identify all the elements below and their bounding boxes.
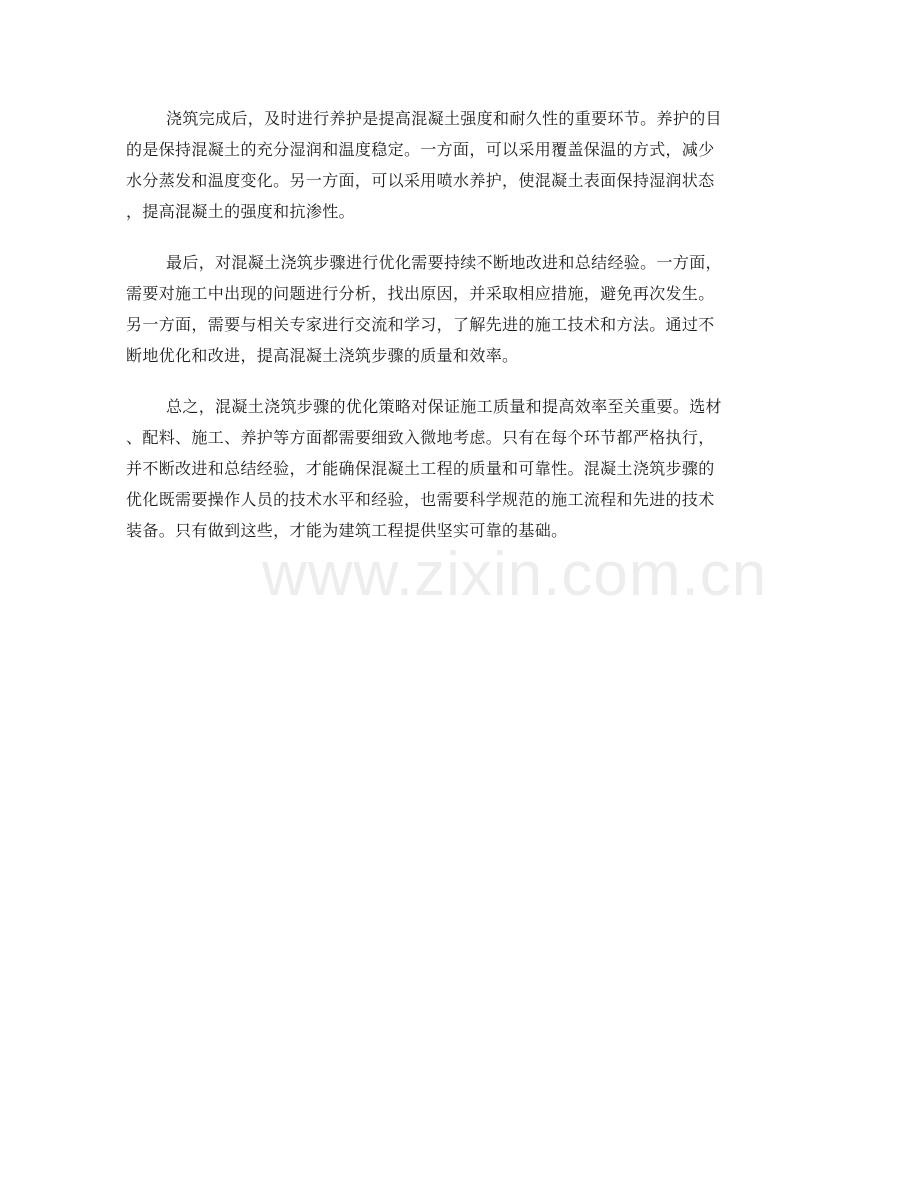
paragraph-improvement	[126, 247, 792, 371]
paragraph-conclusion	[126, 391, 792, 546]
paragraph-line: 装备。只有做到这些，才能为建筑工程提供坚实可靠的基础。	[126, 521, 568, 540]
paragraph-line: 需要对施工中出现的问题进行分析，找出原因，并采取相应措施，避免再次发生。	[126, 284, 715, 303]
paragraph-line: 水分蒸发和温度变化。另一方面，可以采用喷水养护，使混凝土表面保持湿润状态	[126, 171, 715, 190]
paragraph-line: 另一方面，需要与相关专家进行交流和学习，了解先进的施工技术和方法。通过不	[126, 315, 715, 334]
document-body	[126, 103, 792, 566]
paragraph-line: 并不断改进和总结经验，才能确保混凝土工程的质量和可靠性。混凝土浇筑步骤的	[126, 459, 715, 478]
paragraph-line: ，提高混凝土的强度和抗渗性。	[126, 202, 355, 221]
paragraph-line: 、配料、施工、养护等方面都需要细致入微地考虑。只有在每个环节都严格执行，	[126, 428, 715, 447]
paragraph-line: 浇筑完成后，及时进行养护是提高混凝土强度和耐久性的重要环节。养护的目	[166, 109, 722, 128]
paragraph-line: 的是保持混凝土的充分湿润和温度稳定。一方面，可以采用覆盖保温的方式，减少	[126, 140, 715, 159]
paragraph-line: 最后，对混凝土浇筑步骤进行优化需要持续不断地改进和总结经验。一方面，	[166, 253, 722, 272]
paragraph-line: 总之，混凝土浇筑步骤的优化策略对保证施工质量和提高效率至关重要。选材	[166, 397, 722, 416]
paragraph-line: 断地优化和改进，提高混凝土浇筑步骤的质量和效率。	[126, 346, 519, 365]
paragraph-curing	[126, 103, 792, 227]
paragraph-line: 优化既需要操作人员的技术水平和经验，也需要科学规范的施工流程和先进的技术	[126, 490, 715, 509]
watermark: www.zixin.com.cn	[262, 540, 768, 609]
